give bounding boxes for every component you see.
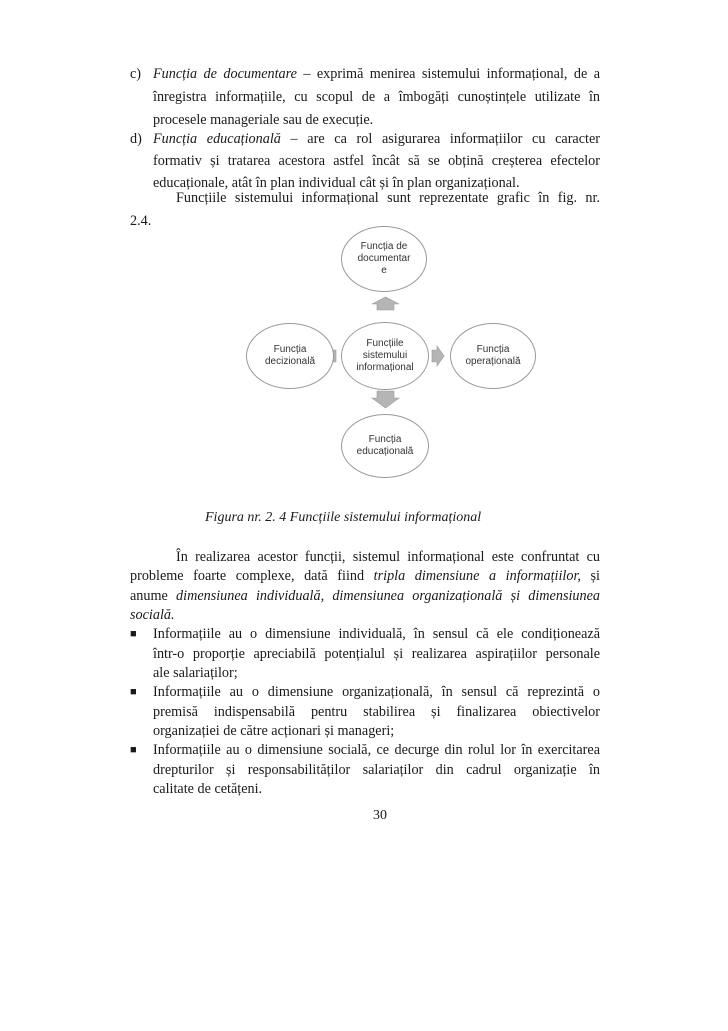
- bullet-3-line-3: calitate de cetățeni.: [153, 781, 263, 797]
- term-documentare: Funcția de documentare: [153, 66, 297, 82]
- node-documentare: Funcția de documentar e: [341, 226, 427, 292]
- arrow-right-icon: [432, 346, 444, 366]
- list-marker-c: c): [130, 66, 142, 82]
- para2-line-2-b: și: [580, 568, 600, 584]
- para-d-line-1-text: – are ca rol asigurarea informațiilor cu caracter: [280, 131, 600, 147]
- para-c-line-1-text: – exprimă menirea sistemului informațional, de a: [296, 66, 600, 82]
- arrow-up-icon: [372, 297, 399, 310]
- node-center: Funcțiile sistemului informațional: [341, 322, 429, 390]
- bullet-square-icon: ■: [130, 744, 137, 756]
- bullet-2-line-2: premisă indispensabilă pentru stabilirea și finalizarea obiectivelor: [153, 704, 600, 720]
- bullet-3-line-1: Informațiile au o dimensiune socială, ce decurge din rolul lor în exercitarea: [153, 742, 600, 758]
- para2-line-2-a: probleme foarte complexe, dată fiind: [130, 568, 374, 584]
- para-c-line-2: înregistra informațiile, cu scopul de a îmbogăți cunoștințele utilizate în: [153, 89, 600, 105]
- emphasis-dimensiuni: dimensiunea individuală, dimensiunea organizațională și dimensiunea: [176, 588, 600, 604]
- emphasis-sociala: socială.: [130, 607, 175, 623]
- para2-line-1: În realizarea acestor funcții, sistemul informațional este confruntat cu: [176, 549, 600, 565]
- node-decizionala: Funcția decizională: [246, 323, 334, 389]
- para2-line-3-a: anume: [130, 588, 177, 604]
- bullet-3-line-2: drepturilor și responsabilităților salariaților din cadrul organizație în: [153, 762, 600, 778]
- bullet-2-line-3: organizației de către acționari și manageri;: [153, 723, 395, 739]
- node-operationala: Funcția operațională: [450, 323, 536, 389]
- list-marker-d: d): [130, 131, 142, 147]
- term-educationala: Funcția educațională: [153, 131, 281, 147]
- figure-caption: Figura nr. 2. 4 Funcțiile sistemului informațional: [205, 510, 482, 525]
- para2-line-2: [130, 568, 600, 584]
- para-d-line-3: educaționale, atât în plan individual cât și în plan organizațional.: [153, 175, 520, 191]
- bullet-square-icon: ■: [130, 686, 137, 698]
- para2-line-4: [130, 607, 175, 623]
- para-d-line-2: formativ și tratarea acestora astfel încât să se obțină creșterea efectelor: [153, 153, 600, 169]
- page-number: 30: [373, 808, 387, 823]
- figure-intro-line-1: Funcțiile sistemului informațional sunt reprezentate grafic în fig. nr.: [176, 190, 600, 206]
- para2-line-3: [130, 588, 600, 604]
- arrow-down-icon: [372, 391, 399, 408]
- figure-intro-line-2: 2.4.: [130, 213, 152, 229]
- bullet-1-line-2: într-o proporție apreciabilă potențialul și realizarea aspirațiilor personale: [153, 646, 600, 662]
- bullet-2-line-1: Informațiile au o dimensiune organizațională, în sensul că reprezintă o: [153, 684, 600, 700]
- emphasis-tripla-dimensiune: tripla dimensiune a informațiilor,: [373, 568, 581, 584]
- bullet-1-line-1: Informațiile au o dimensiune individuală, în sensul că ele condiționează: [153, 626, 600, 642]
- bullet-square-icon: ■: [130, 628, 137, 640]
- node-educationala: Funcția educațională: [341, 414, 429, 478]
- bullet-1-line-3: ale salariaților;: [153, 665, 238, 681]
- para-c-line-3: procesele manageriale sau de execuție.: [153, 112, 374, 128]
